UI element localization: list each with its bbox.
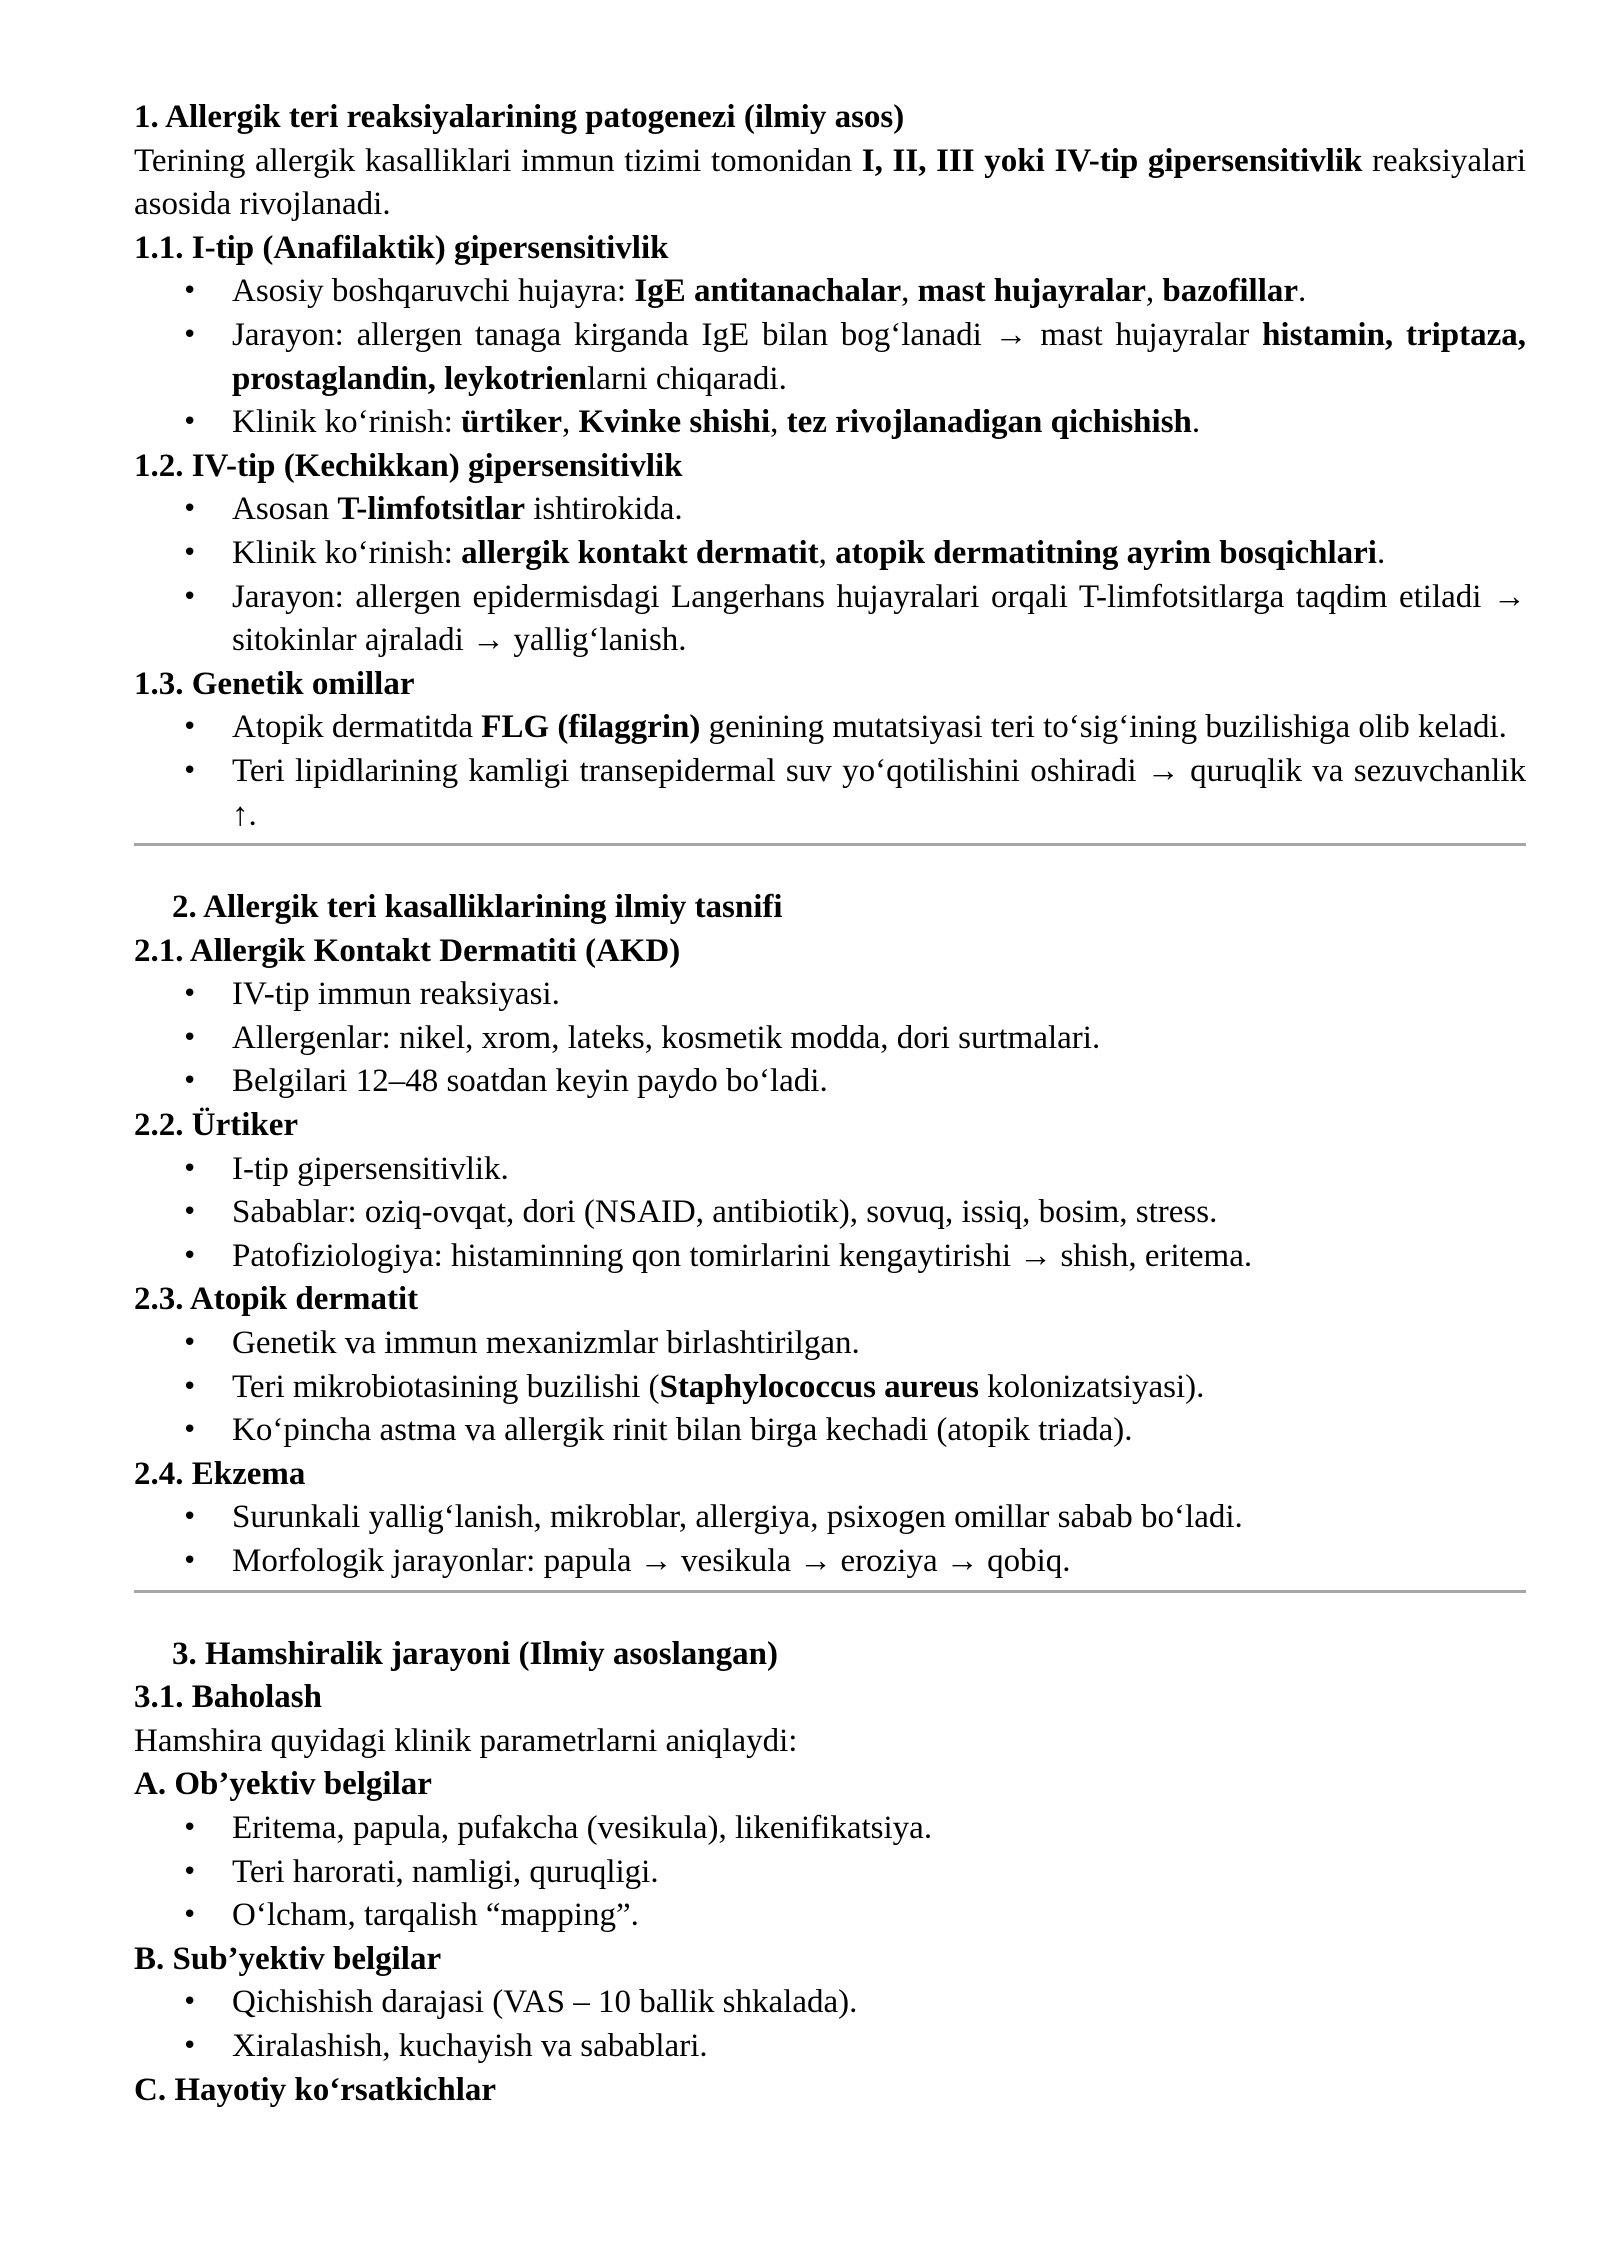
subjective-signs-title: B. Sub’yektiv belgilar — [134, 1940, 442, 1977]
list-item: • I-tip gipersensitivlik. — [134, 1148, 1526, 1192]
section-1-intro: Terining allergik kasalliklari immun tizimi tomonidan I, II, III yoki IV-tip gipersensitivlik reaksiyalari asosida rivojlanadi. — [134, 142, 1526, 223]
subsection-2-2-list — [134, 1148, 1526, 1279]
subsection-2-1-title: 2.1. Allergik Kontakt Dermatiti (AKD) — [134, 932, 681, 969]
list-item: • Allergenlar: nikel, xrom, lateks, kosmetik modda, dori surtmalari. — [134, 1017, 1526, 1061]
list-item: • Teri harorati, namligi, quruqligi. — [134, 1851, 1526, 1895]
subsection-3-1-intro: Hamshira quyidagi klinik parametrlarni aniqlaydi: — [134, 1722, 798, 1759]
list-item: • Asosiy boshqaruvchi hujayra: IgE antitanachalar, mast hujayralar, bazofillar. — [134, 270, 1526, 314]
subsection-1-3-list — [134, 706, 1526, 837]
subsection-1-2-list — [134, 488, 1526, 662]
objective-signs-list — [134, 1807, 1526, 1938]
section-1-title: 1. Allergik teri reaksiyalarining patogenezi (ilmiy asos) — [134, 99, 905, 135]
list-item: • Ko‘pincha astma va allergik rinit bilan birga kechadi (atopik triada). — [134, 1409, 1526, 1453]
subjective-signs-list — [134, 1981, 1526, 2068]
list-item: • Morfologik jarayonlar: papula → vesikula → eroziya → qobiq. — [134, 1540, 1526, 1584]
list-item: • Sabablar: oziq-ovqat, dori (NSAID, antibiotik), sovuq, issiq, bosim, stress. — [134, 1191, 1526, 1235]
list-item: • Teri mikrobiotasining buzilishi (Staphylococcus aureus kolonizatsiyasi). — [134, 1366, 1526, 1410]
list-item: • Xiralashish, kuchayish va sabablari. — [134, 2025, 1526, 2069]
list-item: • Qichishish darajasi (VAS – 10 ballik shkalada). — [134, 1981, 1526, 2025]
subsection-2-2-title: 2.2. Ürtiker — [134, 1107, 299, 1144]
list-item: • Atopik dermatitda FLG (filaggrin) genining mutatsiyasi teri to‘sig‘ining buzilishiga olib keladi. — [134, 706, 1526, 750]
section-3-title: 3. Hamshiralik jarayoni (Ilmiy asoslangan) — [172, 1635, 778, 1672]
subsection-2-3-list — [134, 1322, 1526, 1453]
list-item: • Asosan T-limfotsitlar ishtirokida. — [134, 488, 1526, 532]
subsection-2-1-list — [134, 973, 1526, 1104]
section-2-title: 2. Allergik teri kasalliklarining ilmiy tasnifi — [172, 889, 783, 926]
subsection-3-1-title: 3.1. Baholash — [134, 1679, 322, 1716]
subsection-1-2-title: 1.2. IV-tip (Kechikkan) gipersensitivlik — [134, 447, 683, 484]
list-item: • Teri lipidlarining kamligi transepidermal suv yo‘qotilishini oshiradi → quruqlik va sezuvchanlik ↑. — [134, 750, 1526, 837]
list-item: • Belgilari 12–48 soatdan keyin paydo bo‘ladi. — [134, 1060, 1526, 1104]
subsection-1-1-title: 1.1. I-tip (Anafilaktik) gipersensitivlik — [134, 229, 669, 266]
subsection-1-1-list — [134, 270, 1526, 444]
list-item: • IV-tip immun reaksiyasi. — [134, 973, 1526, 1017]
subsection-2-4-list — [134, 1496, 1526, 1583]
document-body — [134, 96, 1526, 2112]
list-item: • Klinik ko‘rinish: ürtiker, Kvinke shishi, tez rivojlanadigan qichishish. — [134, 401, 1526, 445]
vital-signs-title: C. Hayotiy ko‘rsatkichlar — [134, 2071, 497, 2108]
list-item: • Surunkali yallig‘lanish, mikroblar, allergiya, psixogen omillar sabab bo‘ladi. — [134, 1496, 1526, 1540]
list-item: • Eritema, papula, pufakcha (vesikula), likenifikatsiya. — [134, 1807, 1526, 1851]
list-item: • Klinik ko‘rinish: allergik kontakt dermatit, atopik dermatitning ayrim bosqichlari. — [134, 532, 1526, 576]
subsection-2-4-title: 2.4. Ekzema — [134, 1455, 306, 1492]
subsection-1-3-title: 1.3. Genetik omillar — [134, 665, 415, 702]
list-item: • O‘lcham, tarqalish “mapping”. — [134, 1894, 1526, 1938]
list-item: • Jarayon: allergen tanaga kirganda IgE bilan bog‘lanadi → mast hujayralar histamin, triptaza, prostaglandin, leykotrienlarni chiqaradi. — [134, 314, 1526, 401]
list-item: • Jarayon: allergen epidermisdagi Langerhans hujayralari orqali T-limfotsitlarga taqdim etiladi → sitokinlar ajraladi → yallig‘lanish. — [134, 576, 1526, 663]
list-item: • Genetik va immun mexanizmlar birlashtirilgan. — [134, 1322, 1526, 1366]
subsection-2-3-title: 2.3. Atopik dermatit — [134, 1281, 419, 1318]
objective-signs-title: A. Ob’yektiv belgilar — [134, 1766, 432, 1803]
list-item: • Patofiziologiya: histaminning qon tomirlarini kengaytirishi → shish, eritema. — [134, 1235, 1526, 1279]
